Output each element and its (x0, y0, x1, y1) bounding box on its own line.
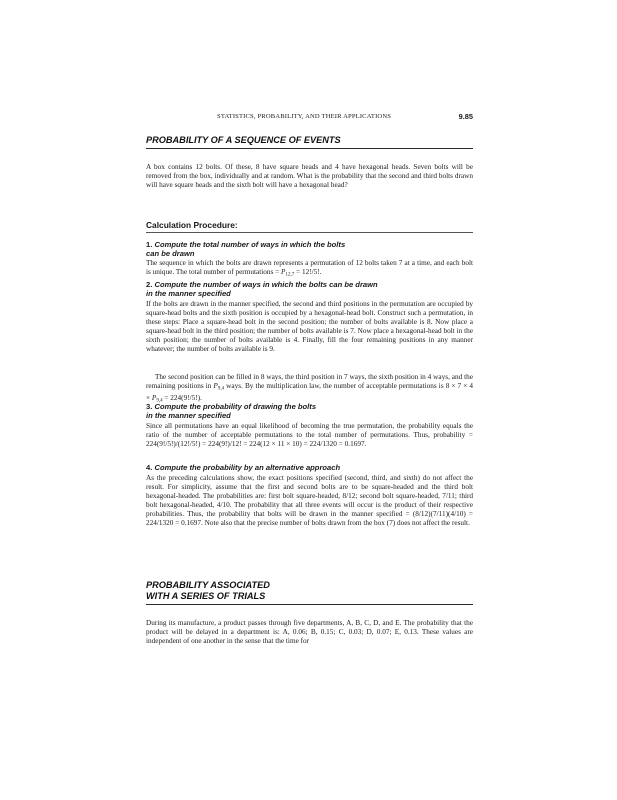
step-1-number: 1. (146, 240, 153, 249)
step-2-body: If the bolts are drawn in the manner specified, the second and third positions in the permutation are occupied by square-head bolts and the sixth position is occupied by a hexagonal-head bolt. Construct such a permutation, in these steps: Place a square-head bolt in the second position; the number of bolts available is 8. Now place a square-head bolt in the third position; the number of bolts available is 7. Now place a hexagonal-head bolt in the sixth position; the number of bolts available is 4. Finally, fill the four remaining positions in any manner whatever; the number of bolts available is 9. (146, 300, 473, 354)
step-1-heading (146, 241, 473, 258)
step-4-number: 4. (146, 463, 153, 472)
section-heading-series-of-trials (146, 580, 473, 605)
step-3-number: 3. (146, 402, 153, 411)
section-heading-sequence-of-events: PROBABILITY OF A SEQUENCE OF EVENTS (146, 135, 473, 149)
problem-statement: A box contains 12 bolts. Of these, 8 have square heads and 4 have hexagonal heads. Seven bolts will be removed from the box, individually and at random. What is the probability that the second and third bolts drawn will have square heads and the sixth bolt will have a hexagonal head? (146, 163, 473, 190)
step-2-title: Compute the number of ways in which the bolts can be drawn (154, 280, 378, 289)
perm-symbol: P (213, 382, 218, 391)
step-3-title-cont: in the manner specified (146, 410, 231, 420)
step-1-title: Compute the total number of ways in which the bolts (154, 240, 346, 249)
step-4-title: Compute the probability by an alternative approach (154, 463, 341, 472)
step-2-text-mid: ways. By the multiplication law, the number of acceptable permutations is 8 × 7 × 4 × (146, 382, 474, 402)
perm-symbol: P (281, 268, 286, 277)
step-1-title-cont: can be drawn (146, 248, 195, 258)
perm-subscript: 9,4 (217, 386, 225, 392)
step-2-number: 2. (146, 280, 153, 289)
step-4-heading (146, 464, 473, 473)
section-2-heading-line-1: PROBABILITY ASSOCIATED (146, 580, 270, 590)
step-3-title: Compute the probability of drawing the bolts (154, 402, 317, 411)
perm-subscript: 12,7 (285, 272, 295, 278)
running-head (146, 113, 473, 125)
step-3-body: Since all permutations have an equal likelihood of becoming the true permutation, the probability equals the ratio of the number of acceptable permutations to the total number of permutations. Thus, probability = 224(9!/5!)/(12!/5!) = 224(9!)/12! = 224(12 × 11 × 10) = 224/1320 = 0.1697. (146, 422, 473, 449)
step-1-text: The sequence in which the bolts are drawn represents a permutation of 12 bolts taken 7 at a time, and each bolt is unique. The total number of permutations = (146, 259, 473, 277)
step-2-heading (146, 281, 473, 298)
calculation-procedure-title: Calculation Procedure: (146, 220, 473, 233)
section-2-problem: During its manufacture, a product passes through five departments, A, B, C, D, and E. The probability that the product will be delayed in a department is: A, 0.06; B, 0.15; C, 0.03; D, 0.07; E, 0.13. These values are independent of one another in the sense that the time for (146, 619, 473, 646)
perm-symbol: P (151, 393, 157, 402)
perm-subscript: 9,4 (156, 398, 163, 404)
step-4-body: As the preceding calculations show, the exact positions specified (second, third, and sixth) do not affect the result. For simplicity, assume that the first and second bolts are to be square-headed and the third bolt hexagonal-headed. The probabilities are: first bolt square-headed, 8/12; second bolt square-headed, 7/11; third bolt hexagonal-headed, 4/10. The probability that all three events will occur is the product of their respective probabilities. Thus, the probability that bolts will be drawn in the manner specified = (8/12)(7/11)(4/10) = 224/1320 = 0.1697. Note also that the precise number of bolts drawn from the box (7) does not affect the result. (146, 474, 473, 528)
step-2-text: The second position can be filled in 8 ways, the third position in 7 ways, the sixth position in 4 ways, and the remaining positions in (146, 373, 473, 391)
section-2-heading-line-2: WITH A SERIES OF TRIALS (146, 591, 266, 601)
step-1-result: = 12!/5!. (294, 268, 322, 277)
step-2-body-2 (146, 373, 473, 405)
page-number: 9.85 (458, 112, 473, 121)
step-3-heading (146, 403, 473, 420)
step-2-title-cont: in the manner specified (146, 288, 231, 298)
running-head-title: STATISTICS, PROBABILITY, AND THEIR APPLICATIONS (217, 113, 392, 120)
step-1-body (146, 259, 473, 280)
step-2-result: = 224(9!/5!). (162, 393, 202, 402)
